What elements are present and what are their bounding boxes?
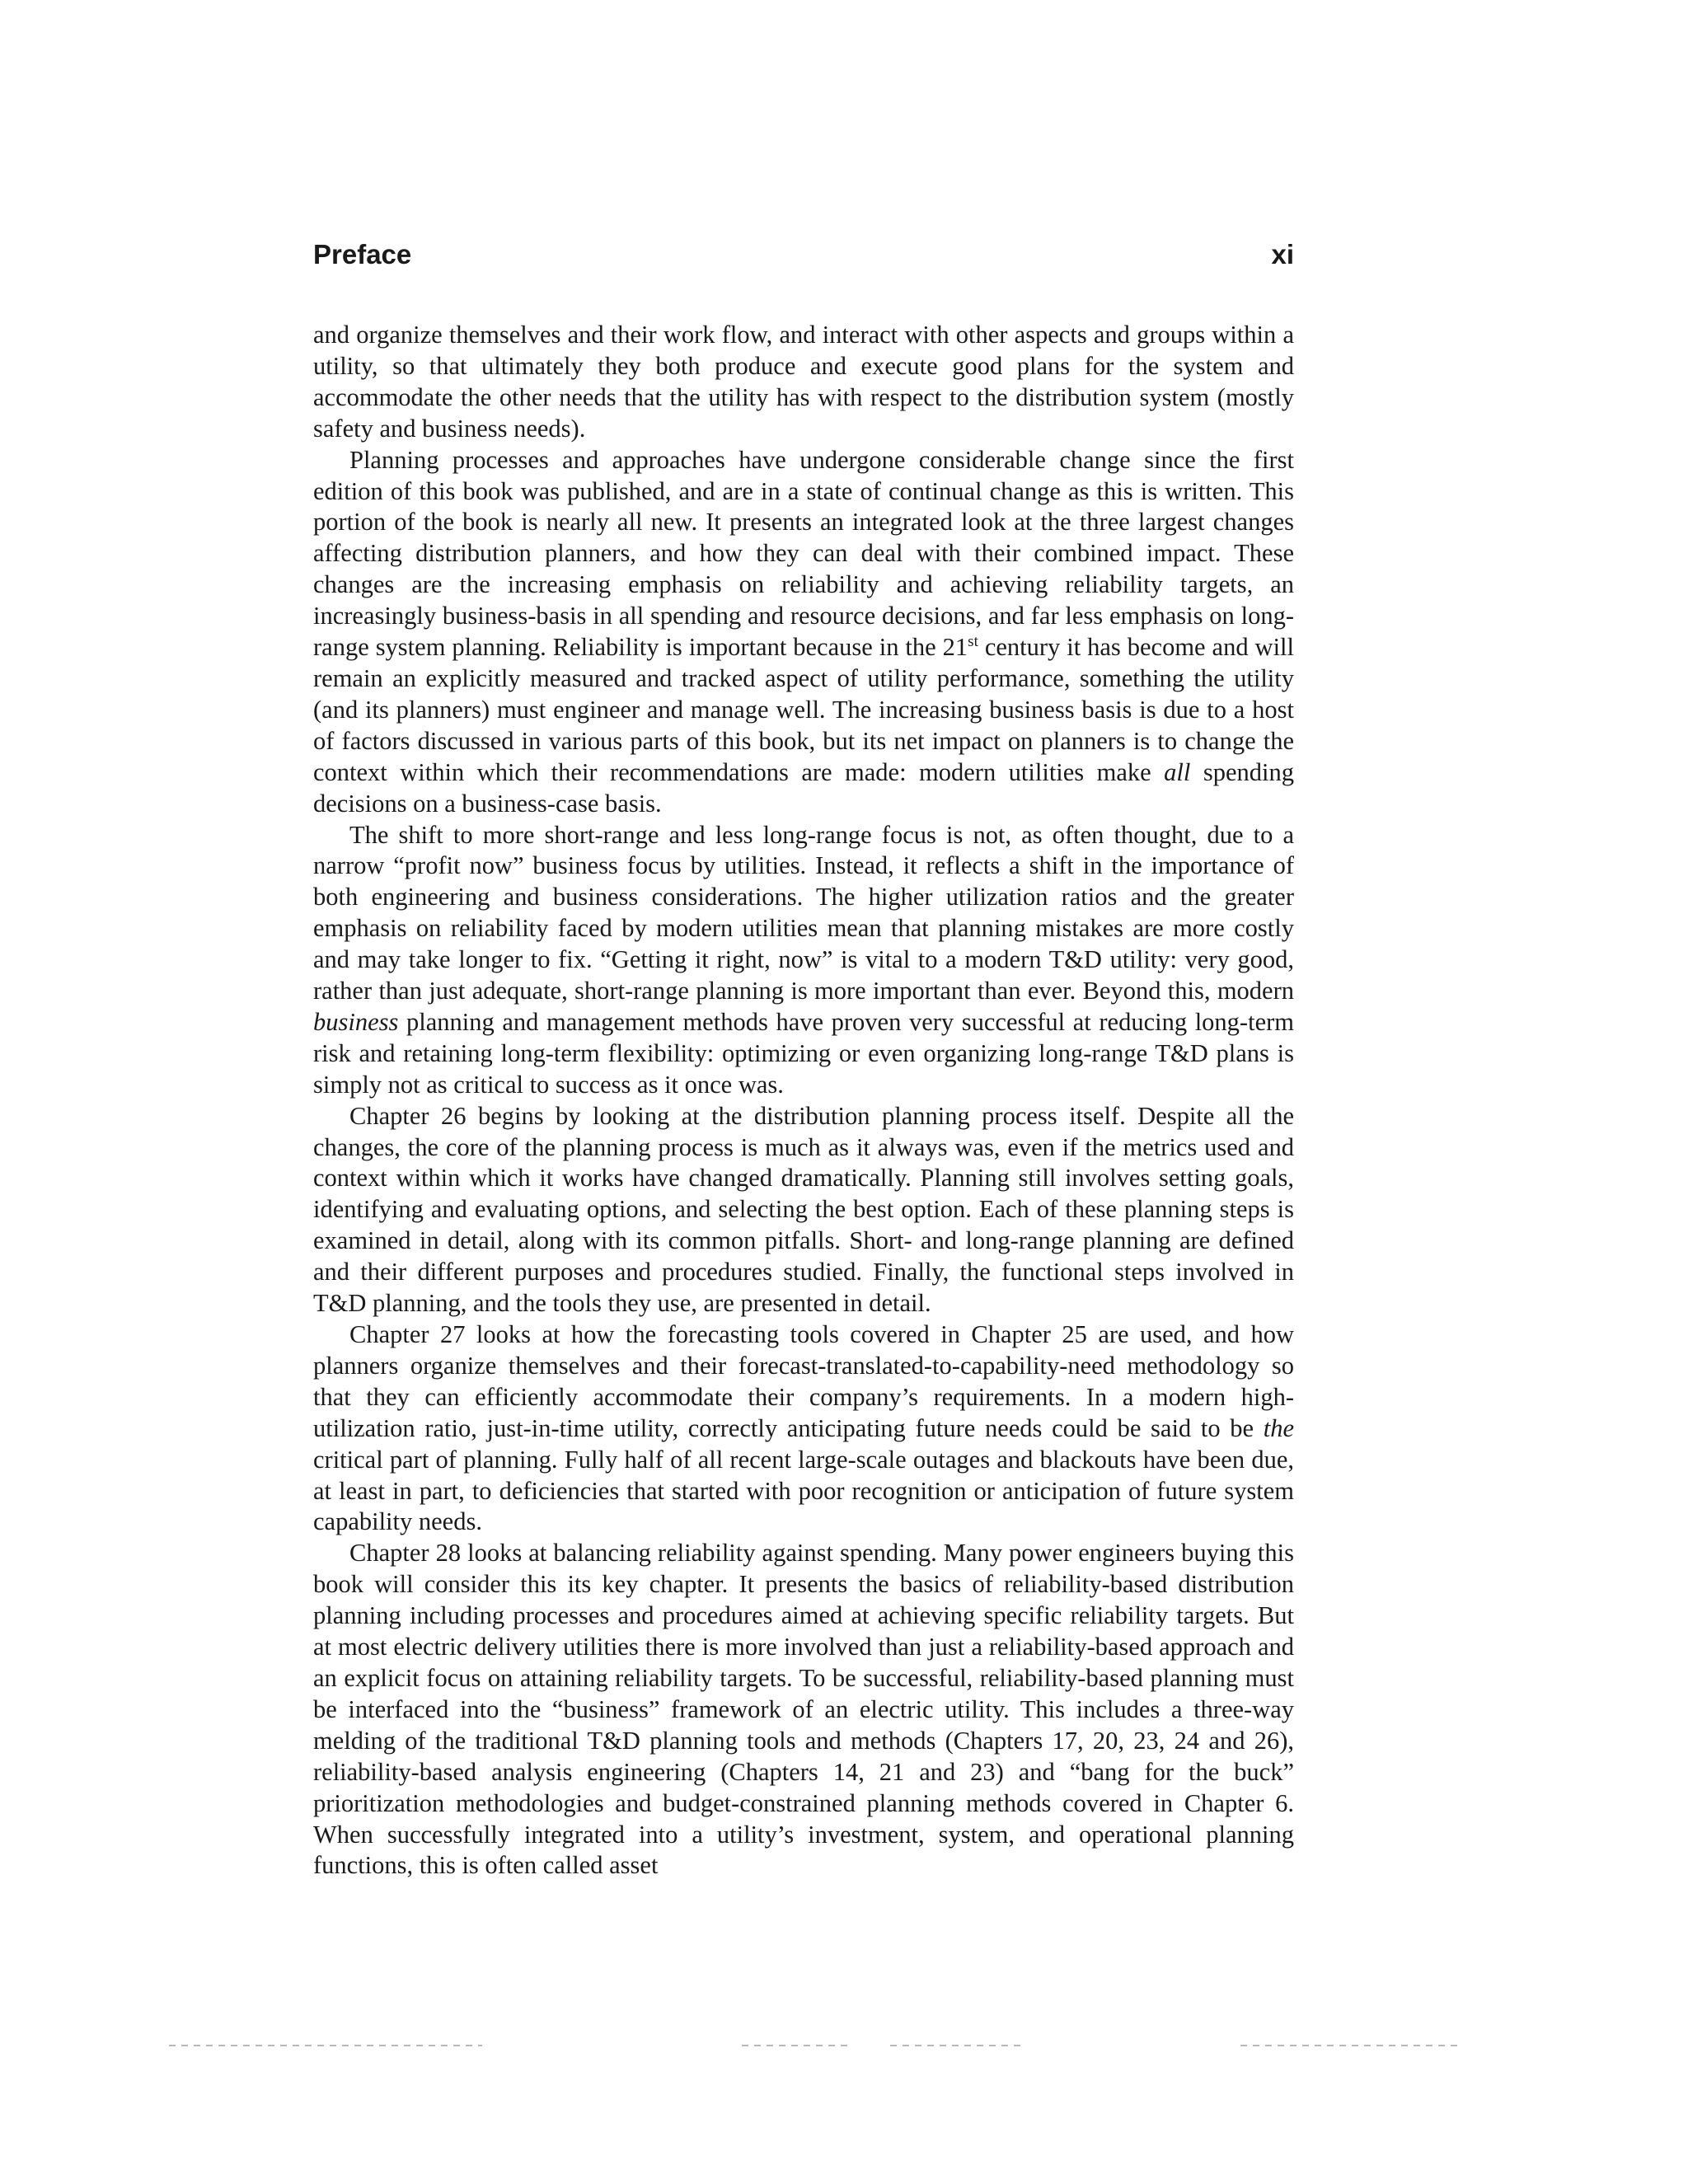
page-number: xi — [1271, 239, 1294, 269]
paragraph-1 — [313, 320, 1294, 445]
emphasis-business: business — [313, 1007, 399, 1036]
paragraph-5-text-start: Chapter 27 looks at how the forecasting tools covered in Chapter 25 are used, and how planners organize themselves and their forecast-translated-to-capability-need methodology so that they can efficiently accommodate their company’s requirements. In a modern high-utilization ratio, just-in-time utility, correctly anticipating future needs could be said to be — [313, 1320, 1294, 1442]
paragraph-2-text-start: Planning processes and approaches have undergone considerable change since the first edition of this book was published, and are in a state of continual change as this is written. This portion of the book is nearly all new. It presents an integrated look at the three largest changes affecting distribution planners, and how they can deal with their combined impact. These changes are the increasing emphasis on reliability and achieving reliability targets, an increasingly business-basis in all spending and resource decisions, and far less emphasis on long-range system planning. Reliability is important because in the 21 — [313, 445, 1294, 662]
paragraph-2-text-end: spending decisions on a business-case basis. — [313, 757, 1294, 818]
paragraph-4 — [313, 1101, 1294, 1319]
paragraph-3-text-end: planning and management methods have proven very successful at reducing long-term risk and retaining long-term flexibility: optimizing or even organizing long-range T&D plans is simply not as critical to success as it once was. — [313, 1007, 1294, 1099]
paragraph-2-text-middle: century it has become and will remain an explicitly measured and tracked aspect of utility performance, something the utility (and its planners) must engineer and manage well. The increasing business basis is due to a host of factors discussed in various parts of this book, but its net impact on planners is to change the context within which their recommendations are made: modern utilities make — [313, 633, 1295, 786]
paragraph-5 — [313, 1319, 1294, 1538]
running-head — [313, 239, 1294, 280]
paragraph-4-text: Chapter 26 begins by looking at the distribution planning process itself. Despite all the changes, the core of the planning process is much as it always was, even if the metrics used and context within which it works have changed dramatically. Planning still involves setting goals, identifying and evaluating options, and selecting the best option. Each of these planning steps is examined in detail, along with its common pitfalls. Short- and long-range planning are defined and their different purposes and procedures studied. Finally, the functional steps involved in T&D planning, and the tools they use, are presented in detail. — [313, 1101, 1294, 1318]
paragraph-3-text-start: The shift to more short-range and less long-range focus is not, as often thought, due to a narrow “profit now” business focus by utilities. Instead, it reflects a shift in the importance of both engineering and business considerations. The higher utilization ratios and the greater emphasis on reliability faced by modern utilities mean that planning mistakes are more costly and may take longer to fix. “Getting it right, now” is vital to a modern T&D utility: very good, rather than just adequate, short-range planning is more important than ever. Beyond this, modern — [313, 820, 1294, 1005]
paragraph-6-text: Chapter 28 looks at balancing reliability against spending. Many power engineers buying this book will consider this its key chapter. It presents the basics of reliability-based distribution planning including processes and procedures aimed at achieving specific reliability targets. But at most electric delivery utilities there is more involved than just a reliability-based approach and an explicit focus on attaining reliability targets. To be successful, reliability-based planning must be interfaced into the “business” framework of an electric utility. This includes a three-way melding of the traditional T&D planning tools and methods (Chapters 17, 20, 23, 24 and 26), reliability-based analysis engineering (Chapters 14, 21 and 23) and “bang for the buck” prioritization methodologies and budget-constrained planning methods covered in Chapter 6. When successfully integrated into a utility’s investment, system, and operational planning functions, this is often called asset — [313, 1539, 1294, 1880]
paragraph-3 — [313, 820, 1294, 1101]
body-text — [313, 320, 1294, 1882]
running-title: Preface — [313, 239, 412, 269]
paragraph-1-text: and organize themselves and their work flow, and interact with other aspects and groups within a utility, so that ultimately they both produce and execute good plans for the system and accommodate the other needs that the utility has with respect to the distribution system (mostly safety and business needs). — [313, 321, 1294, 443]
paragraph-5-text-end: critical part of planning. Fully half of all recent large-scale outages and blackouts have been due, at least in part, to deficiencies that started with poor recognition or anticipation of future system capability needs. — [313, 1445, 1294, 1536]
emphasis-all: all — [1164, 757, 1191, 786]
ordinal-superscript: st — [968, 633, 978, 651]
paragraph-2 — [313, 445, 1294, 820]
paragraph-6 — [313, 1538, 1294, 1882]
emphasis-the: the — [1263, 1413, 1294, 1442]
